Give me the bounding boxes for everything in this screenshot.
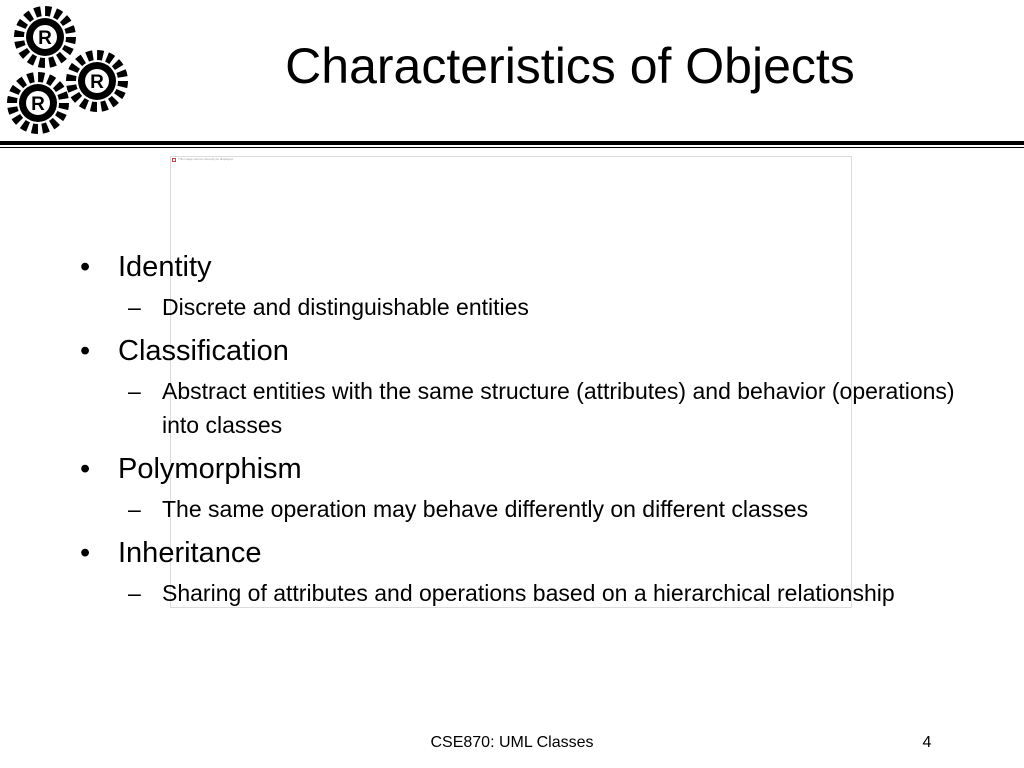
sub-bullet-item <box>80 290 980 324</box>
gears-logo-icon <box>0 0 140 140</box>
logo-letter: R <box>38 28 52 49</box>
slide-title: Characteristics of Objects <box>285 38 855 94</box>
logo-letter: R <box>90 72 104 93</box>
bullet-marker: • <box>80 335 91 367</box>
page-number: 4 <box>922 734 932 751</box>
gears-logo <box>0 0 140 140</box>
title-divider-thick <box>0 141 1024 145</box>
dash-marker: – <box>128 294 141 320</box>
sub-bullet-text: Sharing of attributes and operations based on a hierarchical relationship <box>162 580 895 606</box>
sub-bullet-text: Abstract entities with the same structure (attributes) and behavior (operations) into classes <box>162 378 955 438</box>
bullet-text: Identity <box>118 251 212 283</box>
sub-bullet-item <box>80 576 980 610</box>
footer-text: CSE870: UML Classes <box>430 734 594 751</box>
bullet-marker: • <box>80 453 91 485</box>
sub-bullet-text: The same operation may behave differently on different classes <box>162 496 809 522</box>
gear-icon <box>19 11 71 63</box>
gear-icon <box>12 77 64 129</box>
title-divider-thin <box>0 147 1024 148</box>
bullet-list <box>80 246 980 610</box>
bullet-item <box>80 532 980 574</box>
dash-marker: – <box>128 378 141 404</box>
sub-bullet-text: Discrete and distinguishable entities <box>162 294 529 320</box>
bullet-item <box>80 448 980 490</box>
bullet-marker: • <box>80 537 91 569</box>
bullet-item <box>80 330 980 372</box>
sub-bullet-item <box>80 492 980 526</box>
gear-icon <box>71 55 123 107</box>
logo-letter: R <box>31 94 45 115</box>
bullet-text: Classification <box>118 335 289 367</box>
dash-marker: – <box>128 580 141 606</box>
bullet-marker: • <box>80 251 91 283</box>
bullet-item <box>80 246 980 288</box>
dash-marker: – <box>128 496 141 522</box>
bullet-text: Polymorphism <box>118 453 302 485</box>
broken-image-icon <box>172 158 176 162</box>
sub-bullet-item <box>80 374 980 442</box>
bullet-text: Inheritance <box>118 537 262 569</box>
image-placeholder-caption: This image cannot currently be displayed. <box>178 157 234 161</box>
